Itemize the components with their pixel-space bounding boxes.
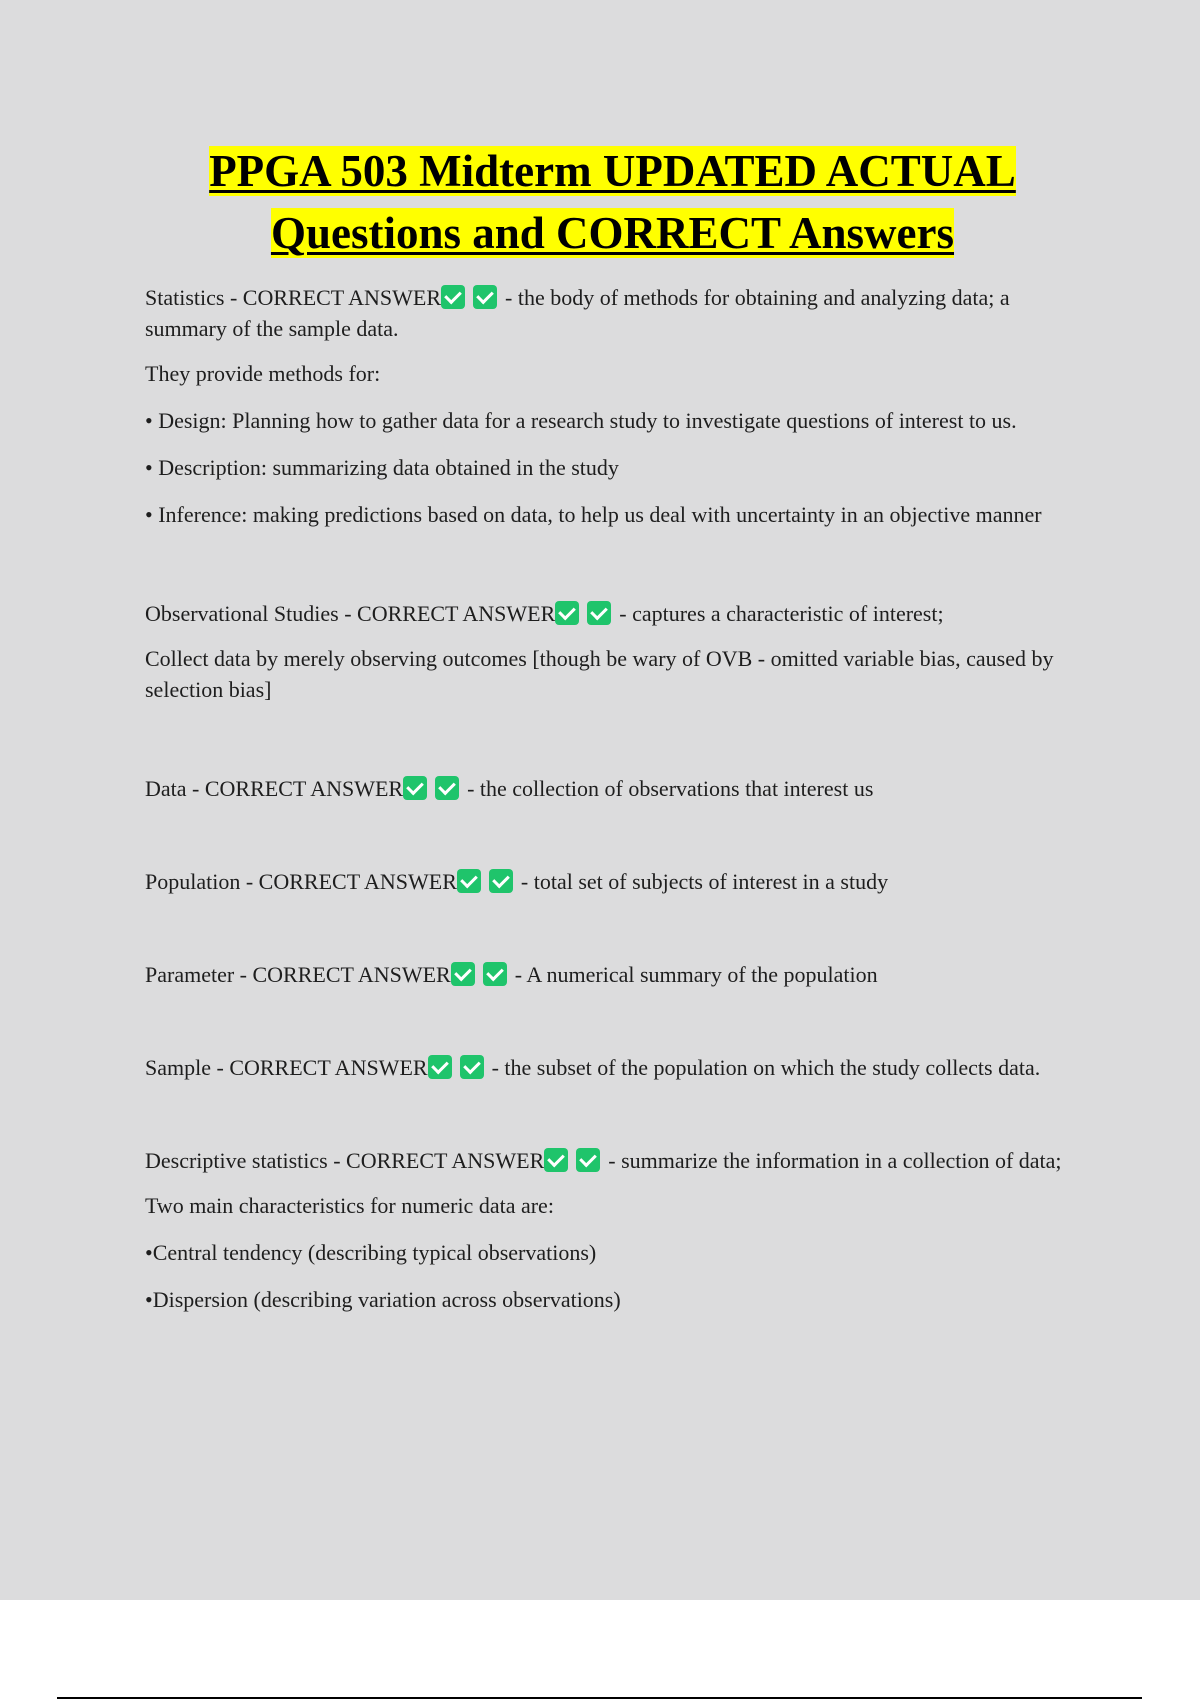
bullet-item: • Description: summarizing data obtained in the study	[145, 455, 619, 480]
qa-population	[145, 866, 1080, 897]
qa-lead	[145, 598, 1080, 629]
definition: - total set of subjects of interest in a study	[520, 869, 889, 894]
bullet-item: • Design: Planning how to gather data for a research study to investigate questions of interest to us.	[145, 408, 1017, 433]
qa-statistics	[145, 282, 1080, 530]
qa-observational-studies	[145, 598, 1080, 705]
check-mark-icon	[544, 1148, 568, 1172]
check-mark-icon	[473, 285, 497, 309]
footer-rule	[57, 1697, 1142, 1699]
qa-lead	[145, 866, 1080, 897]
qa-lead	[145, 773, 1080, 804]
qa-parameter	[145, 959, 1080, 990]
term: Descriptive statistics	[145, 1148, 328, 1173]
definition: - the subset of the population on which the study collects data.	[491, 1055, 1041, 1080]
check-mark-icon	[483, 962, 507, 986]
check-mark-icon	[555, 601, 579, 625]
correct-answer-marker: - CORRECT ANSWER	[333, 1148, 545, 1173]
check-mark-icon	[576, 1148, 600, 1172]
definition: - A numerical summary of the population	[514, 962, 878, 987]
check-mark-icon	[457, 869, 481, 893]
title-line-1: PPGA 503 Midterm UPDATED ACTUAL	[209, 146, 1016, 196]
check-mark-icon	[489, 869, 513, 893]
correct-answer-marker: - CORRECT ANSWER	[192, 776, 404, 801]
check-mark-icon	[441, 285, 465, 309]
title-line-2: Questions and CORRECT Answers	[270, 208, 955, 258]
term: Parameter	[145, 962, 235, 987]
correct-answer-marker: - CORRECT ANSWER	[229, 285, 442, 310]
check-mark-icon	[403, 776, 427, 800]
correct-answer-marker: - CORRECT ANSWER	[239, 962, 451, 987]
qa-data	[145, 773, 1080, 804]
qa-lead	[145, 1052, 1080, 1083]
check-mark-icon	[587, 601, 611, 625]
extra-text: They provide methods for:	[145, 361, 381, 386]
qa-descriptive-statistics	[145, 1145, 1080, 1315]
check-mark-icon	[451, 962, 475, 986]
definition: - the body of methods for obtaining and analyzing data; a summary of the sample data.	[145, 285, 1010, 341]
check-mark-icon	[460, 1055, 484, 1079]
qa-lead	[145, 959, 1080, 990]
qa-lead	[145, 282, 1080, 344]
bullet-item: •Dispersion (describing variation across observations)	[145, 1287, 621, 1312]
definition: - the collection of observations that interest us	[467, 776, 874, 801]
correct-answer-marker: - CORRECT ANSWER	[344, 601, 556, 626]
qa-sample	[145, 1052, 1080, 1083]
term: Observational Studies	[145, 601, 339, 626]
check-mark-icon	[435, 776, 459, 800]
extra-text: Collect data by merely observing outcomes [though be wary of OVB - omitted variable bias, caused by selection bias]	[145, 646, 1054, 702]
term: Data	[145, 776, 187, 801]
document-content	[145, 140, 1080, 1331]
bullet-item: •Central tendency (describing typical observations)	[145, 1240, 597, 1265]
definition: - captures a characteristic of interest;	[619, 601, 944, 626]
bullet-item: • Inference: making predictions based on data, to help us deal with uncertainty in an objective manner	[145, 502, 1042, 527]
correct-answer-marker: - CORRECT ANSWER	[245, 869, 457, 894]
extra-text: Two main characteristics for numeric data are:	[145, 1193, 554, 1218]
qa-lead	[145, 1145, 1080, 1176]
check-mark-icon	[428, 1055, 452, 1079]
definition: - summarize the information in a collection of data;	[608, 1148, 1062, 1173]
document-title	[145, 140, 1080, 264]
correct-answer-marker: - CORRECT ANSWER	[216, 1055, 428, 1080]
term: Statistics	[145, 285, 225, 310]
term: Sample	[145, 1055, 211, 1080]
term: Population	[145, 869, 241, 894]
